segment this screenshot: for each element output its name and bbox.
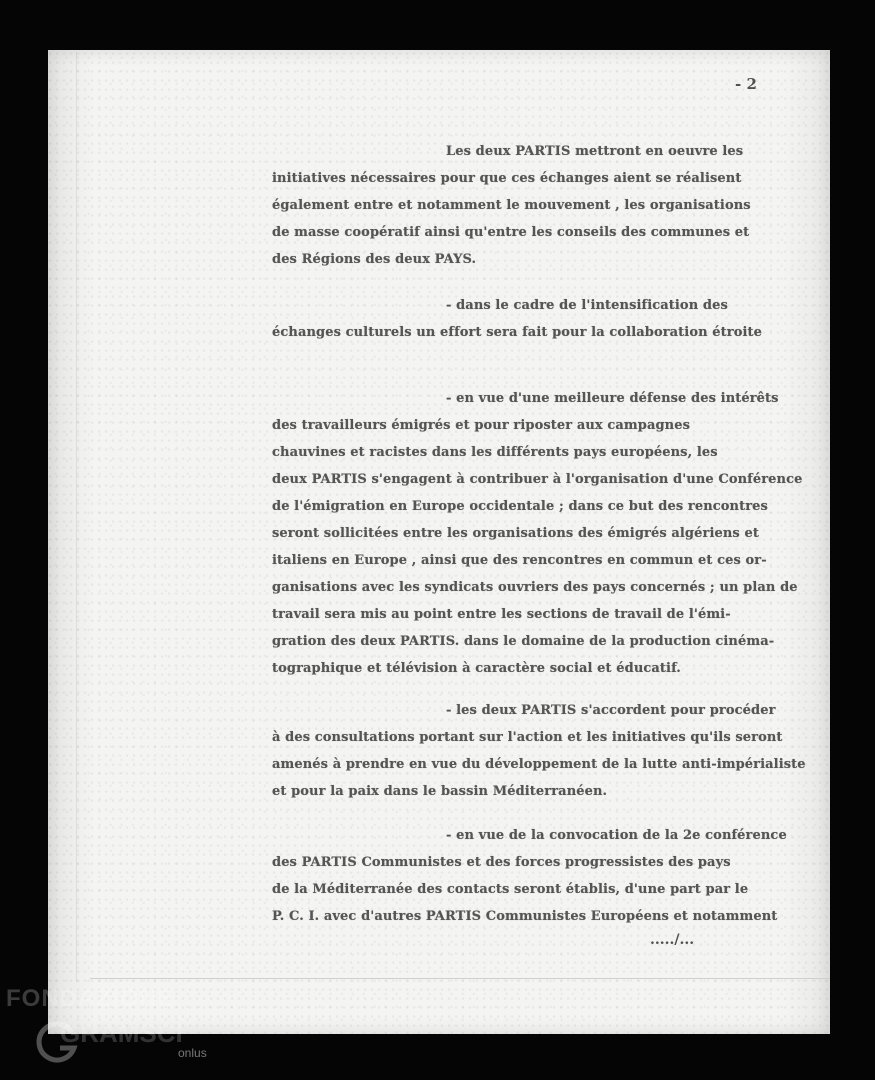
watermark-suffix: onlus [178, 1046, 207, 1060]
page-number: - 2 [735, 75, 757, 93]
text-line: italiens en Europe , ainsi que des rencontres en commun et ces or- [272, 553, 767, 568]
text-line: - en vue d'une meilleure défense des intérêts [446, 391, 779, 406]
text-line: également entre et notamment le mouvement , les organisations [272, 198, 751, 213]
paragraph-cultural [272, 292, 828, 346]
paragraph-conference [272, 822, 828, 930]
text-line: amenés à prendre en vue du développement de la lutte anti-impérialiste [272, 757, 806, 772]
text-line: chauvines et racistes dans les différents pays européens, les [272, 445, 718, 460]
text-line: - dans le cadre de l'intensification des [446, 298, 728, 313]
text-line: - les deux PARTIS s'accordent pour procéder [446, 703, 776, 718]
text-line: tographique et télévision à caractère social et éducatif. [272, 661, 681, 676]
text-line: et pour la paix dans le bassin Méditerranéen. [272, 784, 608, 799]
text-line: des PARTIS Communistes et des forces progressistes des pays [272, 855, 731, 870]
text-line: de la Méditerranée des contacts seront établis, d'une part par le [272, 882, 749, 897]
text-line: initiatives nécessaires pour que ces échanges aient se réalisent [272, 171, 742, 186]
paragraph-exchanges [272, 138, 828, 273]
text-line: ganisations avec les syndicats ouvriers des pays concernés ; un plan de [272, 580, 798, 595]
text-line: P. C. I. avec d'autres PARTIS Communistes Européens et notamment [272, 909, 778, 924]
text-line: de l'émigration en Europe occidentale ; dans ce but des rencontres [272, 499, 768, 514]
paragraph-consultations [272, 697, 828, 805]
text-line: seront sollicitées entre les organisations des émigrés algériens et [272, 526, 759, 541]
text-line: gration des deux PARTIS. dans le domaine de la production cinéma- [272, 634, 775, 649]
text-line: des travailleurs émigrés et pour riposter aux campagnes [272, 418, 691, 433]
paragraph-emigrant-workers [272, 385, 828, 682]
text-line: échanges culturels un effort sera fait pour la collaboration étroite [272, 325, 762, 340]
page-bottom-edge [90, 978, 830, 979]
page-shadow-edge [76, 52, 77, 982]
text-line: des Régions des deux PAYS. [272, 252, 477, 267]
text-line: - en vue de la convocation de la 2e conférence [446, 828, 787, 843]
text-line: deux PARTIS s'engagent à contribuer à l'organisation d'une Conférence [272, 472, 803, 487]
text-line: travail sera mis au point entre les sections de travail de l'émi- [272, 607, 731, 622]
text-line: Les deux PARTIS mettront en oeuvre les [446, 144, 744, 159]
watermark-logo-subtext: GRAMSCI [60, 1018, 183, 1048]
watermark-logo-text: FONDAZIONE [6, 985, 175, 1012]
text-line: de masse coopératif ainsi qu'entre les conseils des communes et [272, 225, 750, 240]
text-line: à des consultations portant sur l'action et les initiatives qu'ils seront [272, 730, 783, 745]
continuation-mark: ...../... [650, 932, 695, 948]
